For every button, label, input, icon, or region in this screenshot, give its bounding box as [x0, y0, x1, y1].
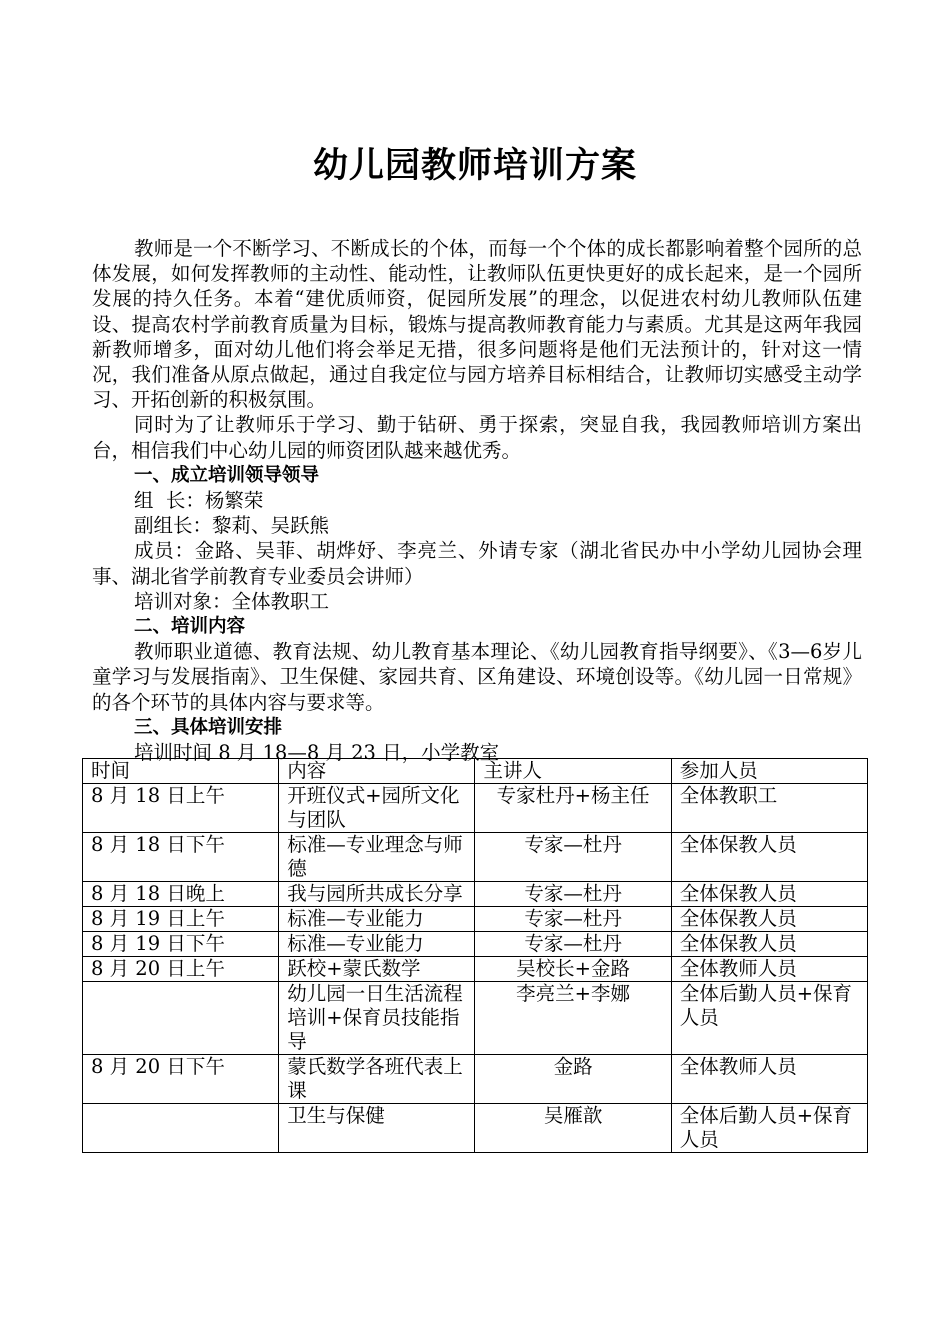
cell-participants: 全体教师人员	[671, 1055, 867, 1104]
cell-content: 跃校+蒙氏数学	[279, 957, 475, 982]
training-time-place: 培训时间 8 月 18—8 月 23 日，小学教室	[134, 741, 500, 765]
cell-participants: 全体后勤人员+保育人员	[671, 1104, 867, 1153]
table-row	[83, 982, 868, 1055]
cell-time	[83, 982, 279, 1055]
table-row	[83, 1104, 868, 1153]
section2-heading: 二、培训内容	[134, 616, 246, 638]
schedule-table	[82, 758, 868, 1153]
intro-paragraph-2: 同时为了让教师乐于学习、勤于钻研、勇于探索，突显自我，我园教师培训方案出台，相信我们中心幼儿园的师资团队越来越优秀。	[92, 413, 862, 462]
document-title: 幼儿园教师培训方案	[312, 145, 637, 186]
cell-time: 8 月 20 日下午	[83, 1055, 279, 1104]
table-row	[83, 957, 868, 982]
cell-content: 标准—专业理念与师德	[279, 833, 475, 882]
cell-content: 标准—专业能力	[279, 932, 475, 957]
cell-participants: 全体后勤人员+保育人员	[671, 982, 867, 1055]
target-line: 培训对象：全体教职工	[134, 589, 330, 613]
cell-time: 8 月 20 日上午	[83, 957, 279, 982]
members-line: 成员：金路、吴菲、胡烨妤、李亮兰、外请专家（湖北省民办中小学幼儿园协会理事、湖北省学前教育专业委员会讲师）	[92, 539, 862, 588]
cell-content: 标准—专业能力	[279, 907, 475, 932]
cell-participants: 全体保教人员	[671, 932, 867, 957]
cell-speaker: 金路	[475, 1055, 671, 1104]
vice-leader-line: 副组长：黎莉、吴跃熊	[134, 514, 330, 538]
table-header-row	[83, 759, 868, 784]
section2-text: 教师职业道德、教育法规、幼儿教育基本理论、《幼儿园教育指导纲要》、《3—6岁儿童学习与发展指南》、卫生保健、家园共育、区角建设、环境创设等。《幼儿园一日常规》的各个环节的具体内容与要求等。	[92, 640, 862, 714]
header-content: 内容	[279, 759, 475, 784]
cell-time: 8 月 19 日下午	[83, 932, 279, 957]
cell-content: 卫生与保健	[279, 1104, 475, 1153]
cell-participants: 全体保教人员	[671, 907, 867, 932]
cell-speaker: 吴校长+金路	[475, 957, 671, 982]
table-row	[83, 932, 868, 957]
cell-content: 幼儿园一日生活流程培训+保育员技能指导	[279, 982, 475, 1055]
intro-paragraph-1: 教师是一个不断学习、不断成长的个体，而每一个个体的成长都影响着整个园所的总体发展，如何发挥教师的主动性、能动性，让教师队伍更快更好的成长起来，是一个园所发展的持久任务。本着“建优质师资，促园所发展”的理念，以促进农村幼儿教师队伍建设、提高农村学前教育质量为目标，锻炼与提高教师教育能力与素质。尤其是这两年我园新教师增多，面对幼儿他们将会举足无措，很多问题将是他们无法预计的，针对这一情况，我们准备从原点做起，通过自我定位与园方培养目标相结合，让教师切实感受主动学习、开拓创新的积极氛围。	[92, 237, 862, 412]
cell-speaker: 专家杜丹+杨主任	[475, 784, 671, 833]
cell-speaker: 吴雁歆	[475, 1104, 671, 1153]
header-participants: 参加人员	[671, 759, 867, 784]
cell-speaker: 专家—杜丹	[475, 833, 671, 882]
cell-time: 8 月 19 日上午	[83, 907, 279, 932]
table-row	[83, 833, 868, 882]
cell-participants: 全体教师人员	[671, 957, 867, 982]
document-body	[92, 236, 862, 765]
section1-heading: 一、成立培训领导领导	[134, 464, 320, 486]
cell-speaker: 专家—杜丹	[475, 932, 671, 957]
cell-content: 蒙氏数学各班代表上课	[279, 1055, 475, 1104]
table-row	[83, 907, 868, 932]
cell-time: 8 月 18 日上午	[83, 784, 279, 833]
cell-content: 开班仪式+园所文化与团队	[279, 784, 475, 833]
cell-time: 8 月 18 日下午	[83, 833, 279, 882]
cell-participants: 全体保教人员	[671, 882, 867, 907]
cell-speaker: 专家—杜丹	[475, 907, 671, 932]
leader-line: 组 长：杨繁荣	[134, 489, 264, 513]
cell-participants: 全体保教人员	[671, 833, 867, 882]
header-time: 时间	[83, 759, 279, 784]
table-row	[83, 1055, 868, 1104]
cell-content: 我与园所共成长分享	[279, 882, 475, 907]
cell-speaker: 李亮兰+李娜	[475, 982, 671, 1055]
cell-speaker: 专家—杜丹	[475, 882, 671, 907]
cell-time	[83, 1104, 279, 1153]
section3-heading: 三、具体培训安排	[134, 716, 283, 738]
table-row	[83, 882, 868, 907]
cell-time: 8 月 18 日晚上	[83, 882, 279, 907]
cell-participants: 全体教职工	[671, 784, 867, 833]
table-row	[83, 784, 868, 833]
header-speaker: 主讲人	[475, 759, 671, 784]
